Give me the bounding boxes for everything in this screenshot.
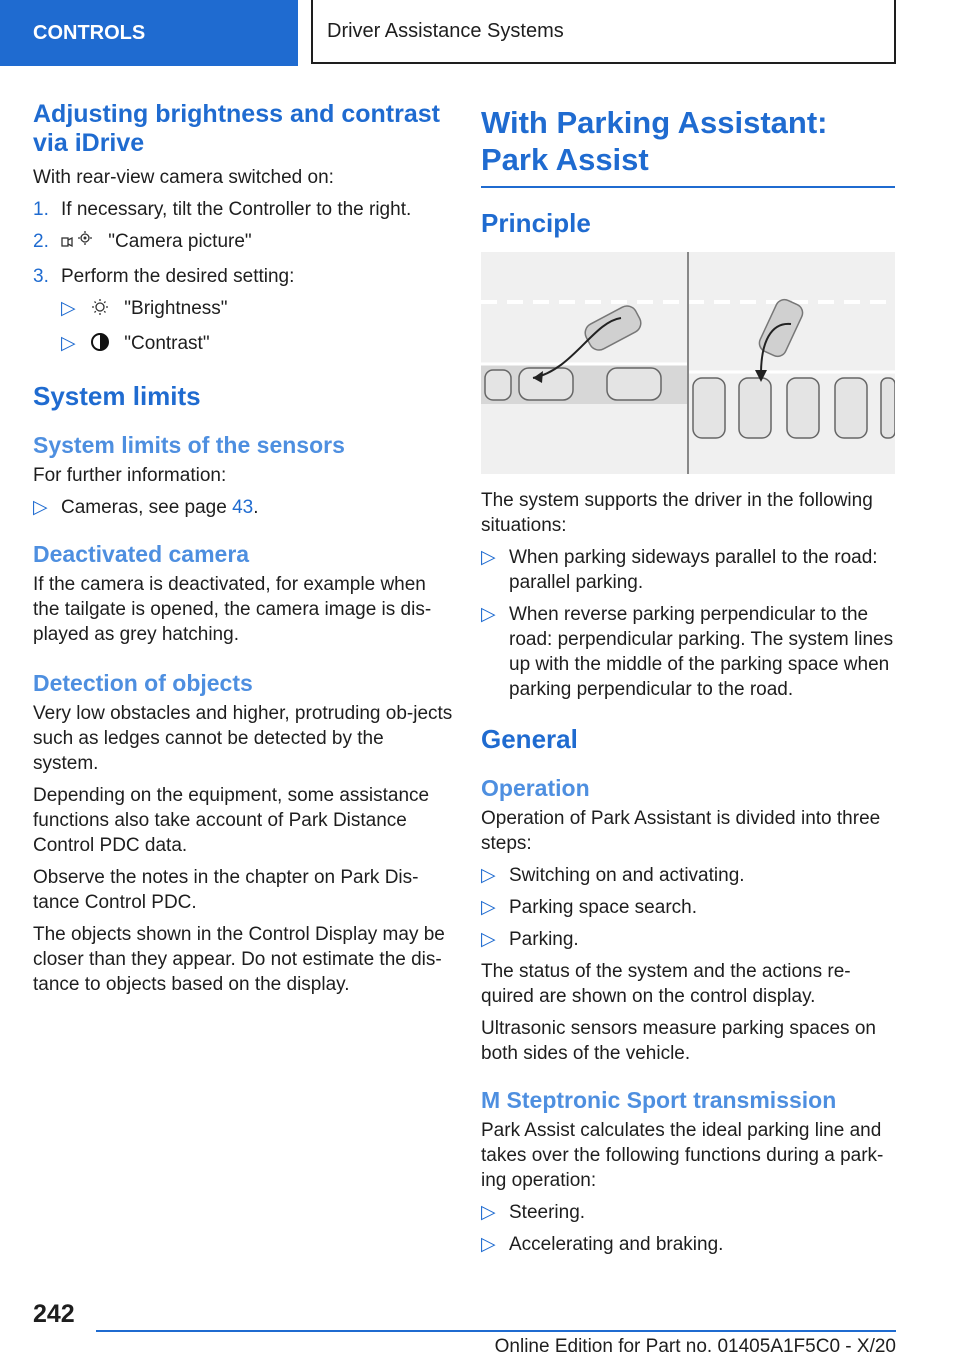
triangle-bullet-icon: ▷ bbox=[481, 865, 496, 886]
detection-para: Depending on the equipment, some assistance functions also take account of Park Distance Control PDC data. bbox=[33, 785, 430, 856]
step-text: Perform the desired setting: bbox=[61, 266, 295, 287]
steptronic-intro: Park Assist calculates the ideal parking line and takes over the following functions during a park-ing operation: bbox=[481, 1120, 884, 1191]
section-title: With Parking Assistant: Park Assist bbox=[481, 105, 828, 177]
operation-item bbox=[481, 927, 895, 952]
title-rule bbox=[481, 186, 895, 188]
page-number: 242 bbox=[33, 1300, 75, 1328]
operation-item bbox=[481, 863, 895, 888]
operation-para: The status of the system and the actions re-quired are shown on the control display. bbox=[481, 961, 851, 1007]
principle-item bbox=[481, 545, 895, 595]
brightness-icon bbox=[89, 297, 111, 324]
steptronic-item bbox=[481, 1200, 895, 1225]
brightness-heading: Adjusting brightness and contrast via iDrive bbox=[33, 100, 440, 157]
steptronic-heading: M Steptronic Sport transmission bbox=[481, 1087, 837, 1113]
step-1 bbox=[33, 197, 453, 222]
principle-heading: Principle bbox=[481, 208, 591, 238]
deactivated-heading: Deactivated camera bbox=[33, 541, 250, 567]
sensors-item bbox=[33, 495, 453, 520]
principle-item-text: When parking sideways parallel to the road: parallel parking. bbox=[509, 547, 878, 593]
triangle-bullet-icon: ▷ bbox=[481, 1202, 496, 1223]
section-tab: CONTROLS bbox=[0, 0, 298, 66]
page-header bbox=[0, 0, 960, 66]
left-column bbox=[33, 100, 453, 1004]
detection-para: Observe the notes in the chapter on Park Dis-tance Control PDC. bbox=[33, 867, 419, 913]
step-number: 1. bbox=[33, 199, 49, 220]
operation-para: Ultrasonic sensors measure parking spaces on both sides of the vehicle. bbox=[481, 1018, 876, 1064]
detection-para: Very low obstacles and higher, protruding ob-jects such as ledges cannot be detected by the system. bbox=[33, 703, 453, 774]
deactivated-text: If the camera is deactivated, for example when the tailgate is opened, the camera image is dis-played as grey hatching. bbox=[33, 574, 432, 645]
footer-rule bbox=[96, 1330, 896, 1332]
operation-item bbox=[481, 895, 895, 920]
triangle-bullet-icon: ▷ bbox=[481, 1234, 496, 1255]
setting-label: "Brightness" bbox=[124, 298, 228, 319]
general-heading: General bbox=[481, 724, 578, 754]
page-link[interactable]: 43 bbox=[232, 497, 254, 518]
step-number: 2. bbox=[33, 231, 49, 252]
steptronic-item-text: Steering. bbox=[509, 1202, 586, 1223]
steptronic-item-text: Accelerating and braking. bbox=[509, 1234, 724, 1255]
triangle-bullet-icon: ▷ bbox=[481, 929, 496, 950]
operation-heading: Operation bbox=[481, 775, 590, 801]
sensors-item-suffix: . bbox=[253, 497, 259, 518]
steptronic-item bbox=[481, 1232, 895, 1257]
right-column bbox=[481, 104, 895, 1264]
sensors-heading: System limits of the sensors bbox=[33, 432, 345, 458]
edition-text: Online Edition for Part no. 01405A1F5C0 - X/20 bbox=[494, 1336, 896, 1357]
sensors-item-text: Cameras, see page bbox=[61, 497, 233, 518]
setting-label: "Contrast" bbox=[124, 333, 210, 354]
principle-item bbox=[481, 602, 895, 702]
brightness-intro: With rear-view camera switched on: bbox=[33, 167, 334, 188]
operation-item-text: Switching on and activating. bbox=[509, 865, 745, 886]
triangle-bullet-icon: ▷ bbox=[33, 497, 48, 518]
parking-diagram bbox=[481, 252, 895, 474]
setting-contrast bbox=[61, 331, 453, 359]
operation-intro: Operation of Park Assistant is divided into three steps: bbox=[481, 808, 881, 854]
step-3 bbox=[33, 264, 453, 289]
triangle-bullet-icon: ▷ bbox=[481, 604, 496, 625]
chapter-title: Driver Assistance Systems bbox=[311, 0, 896, 64]
detection-para: The objects shown in the Control Display may be closer than they appear. Do not estimate the dis-tance to objects based on the display. bbox=[33, 924, 445, 995]
camera-settings-icon bbox=[61, 230, 95, 257]
triangle-bullet-icon: ▷ bbox=[61, 298, 76, 319]
step-2 bbox=[33, 229, 453, 257]
triangle-bullet-icon: ▷ bbox=[481, 897, 496, 918]
system-limits-heading: System limits bbox=[33, 381, 201, 411]
principle-item-text: When reverse parking perpendicular to the road: perpendicular parking. The system lines up with the middle of the parking space when parking perpendicular to the road. bbox=[509, 604, 894, 700]
triangle-bullet-icon: ▷ bbox=[481, 547, 496, 568]
principle-intro: The system supports the driver in the following situations: bbox=[481, 490, 873, 536]
operation-item-text: Parking space search. bbox=[509, 897, 697, 918]
sensors-intro: For further information: bbox=[33, 465, 227, 486]
contrast-icon bbox=[89, 332, 111, 359]
step-text: If necessary, tilt the Controller to the right. bbox=[61, 199, 412, 220]
operation-item-text: Parking. bbox=[509, 929, 579, 950]
step-number: 3. bbox=[33, 266, 49, 287]
detection-heading: Detection of objects bbox=[33, 670, 253, 696]
triangle-bullet-icon: ▷ bbox=[61, 333, 76, 354]
step-text: "Camera picture" bbox=[108, 231, 252, 252]
setting-brightness bbox=[61, 296, 453, 324]
